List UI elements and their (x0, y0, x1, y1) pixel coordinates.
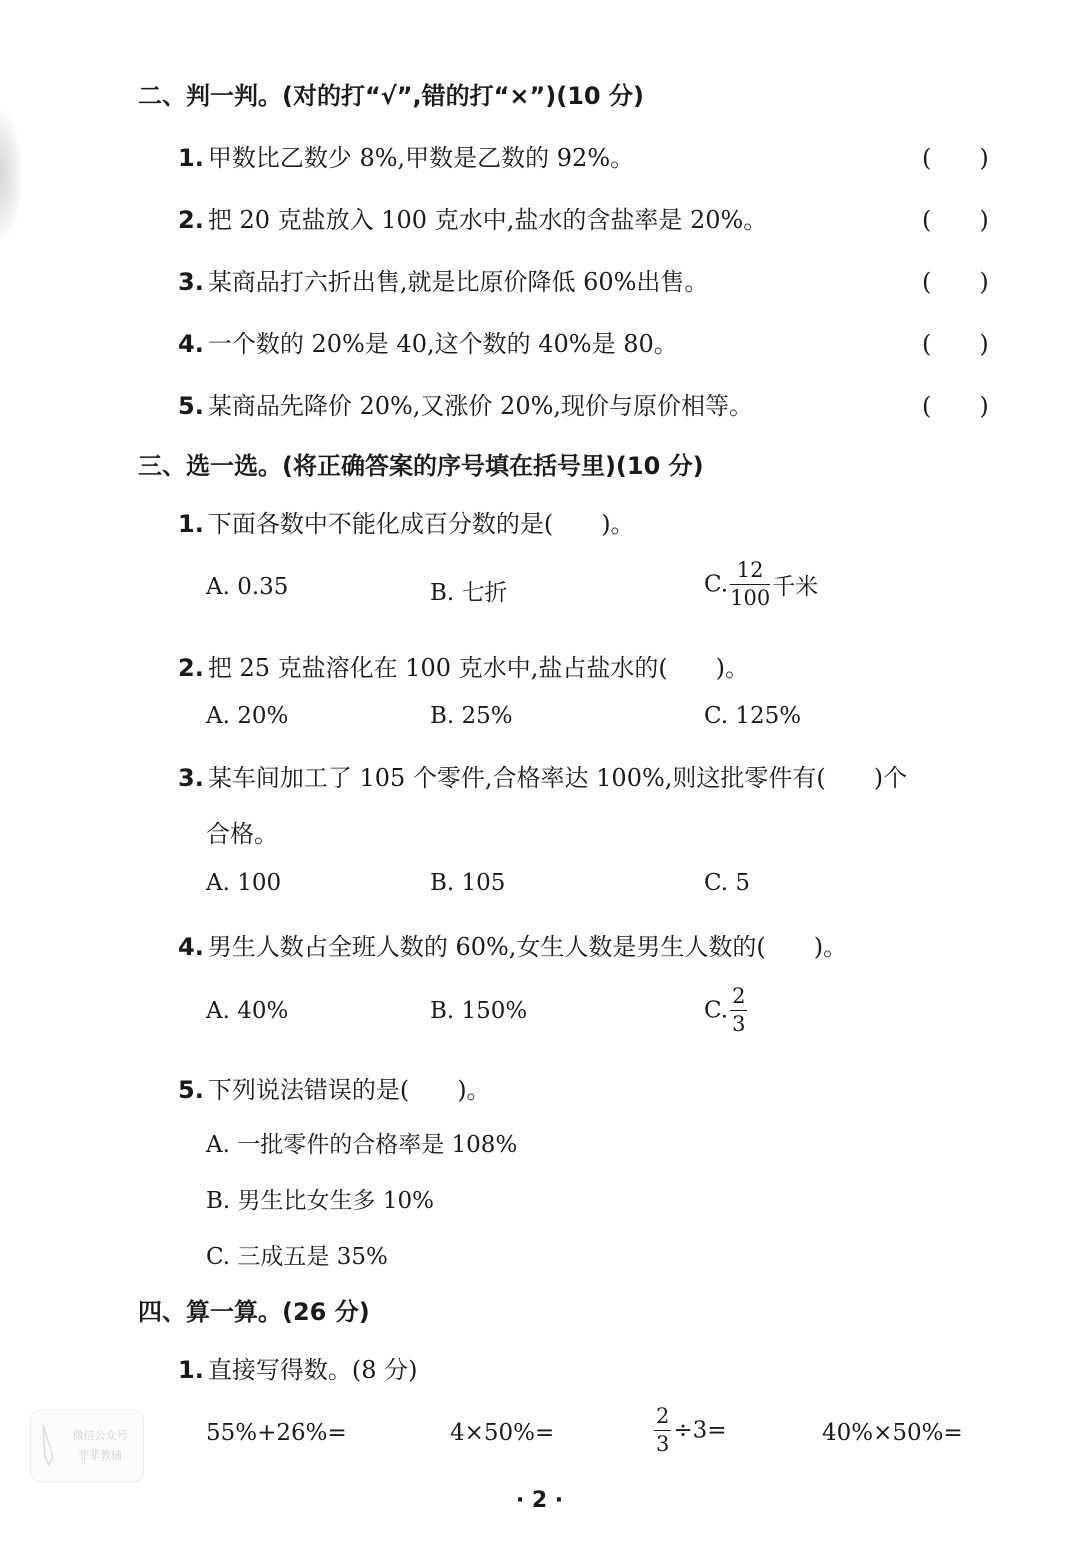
answer-parentheses[interactable]: ( ) (922, 206, 989, 234)
option-c[interactable] (704, 560, 818, 609)
fraction-numerator: 12 (730, 560, 770, 585)
option-b[interactable]: B. 105 (430, 870, 506, 896)
question-text: 把 25 克盐溶化在 100 克水中,盐占盐水的( )。 (207, 654, 750, 682)
question-text: 某车间加工了 105 个零件,合格率达 100%,则这批零件有( )个 (207, 764, 908, 792)
scan-edge-shadow (0, 110, 22, 240)
question-text: 某商品打六折出售,就是比原价降低 60%出售。 (207, 268, 709, 296)
page-number: · 2 · (515, 1488, 564, 1513)
judge-question-5 (178, 386, 753, 421)
option-letter: C. (704, 997, 729, 1024)
choice-question-2 (178, 648, 749, 683)
section-title-choose: 三、选一选。(将正确答案的序号填在括号里)(10 分) (138, 452, 704, 480)
watermark-line-1: 微信公众号 (72, 1429, 128, 1442)
fraction (730, 986, 747, 1035)
option-b[interactable]: B. 男生比女生多 10% (206, 1188, 434, 1214)
option-letter: C. (704, 571, 729, 598)
question-text: 男生人数占全班人数的 60%,女生人数是男生人数的( )。 (207, 933, 848, 961)
question-number: 1. (178, 510, 204, 538)
question-number: 2. (178, 206, 204, 234)
question-number: 1. (178, 1356, 204, 1384)
question-number: 5. (178, 1076, 204, 1104)
choice-question-4 (178, 927, 847, 962)
judge-question-3 (178, 262, 708, 297)
calc-expression-4: 40%×50%= (822, 1420, 963, 1446)
watermark-line-2: 菲菲教辅 (78, 1449, 122, 1462)
answer-parentheses[interactable]: ( ) (922, 330, 989, 358)
choice-question-1 (178, 504, 635, 539)
question-number: 4. (178, 330, 204, 358)
answer-parentheses[interactable]: ( ) (922, 392, 989, 420)
judge-question-2 (178, 200, 767, 235)
option-b[interactable]: B. 七折 (430, 580, 508, 606)
calc-expression-1: 55%+26%= (206, 1420, 347, 1446)
option-a[interactable]: A. 一批零件的合格率是 108% (206, 1132, 518, 1158)
fraction-denominator: 3 (656, 1432, 670, 1456)
fraction (730, 560, 770, 609)
option-unit: 千米 (772, 574, 819, 600)
expression-rest: ÷3= (673, 1417, 727, 1444)
watermark-stamp (30, 1410, 144, 1482)
option-b[interactable]: B. 25% (430, 703, 513, 729)
section-title-judge: 二、判一判。(对的打“√”,错的打“×”)(10 分) (138, 82, 644, 110)
option-a[interactable]: A. 100 (206, 870, 282, 896)
fraction (654, 1406, 671, 1455)
question-text: 下列说法错误的是( )。 (207, 1076, 491, 1104)
choice-question-5 (178, 1070, 491, 1105)
fraction-denominator: 3 (732, 1012, 746, 1036)
option-a[interactable]: A. 40% (206, 998, 289, 1024)
question-text: 一个数的 20%是 40,这个数的 40%是 80。 (207, 330, 678, 358)
answer-parentheses[interactable]: ( ) (922, 268, 989, 296)
calc-question-1 (178, 1350, 417, 1385)
option-a[interactable]: A. 20% (206, 703, 289, 729)
choice-question-3 (178, 758, 907, 793)
judge-question-4 (178, 324, 678, 359)
question-text: 直接写得数。(8 分) (207, 1356, 418, 1384)
calc-expression-2: 4×50%= (450, 1420, 555, 1446)
option-c[interactable] (704, 986, 749, 1035)
question-number: 3. (178, 764, 204, 792)
answer-parentheses[interactable]: ( ) (922, 144, 989, 172)
question-text: 某商品先降价 20%,又涨价 20%,现价与原价相等。 (207, 392, 754, 420)
option-a[interactable]: A. 0.35 (206, 574, 289, 600)
question-text-continued: 合格。 (206, 820, 278, 848)
option-c[interactable]: C. 5 (704, 870, 751, 896)
section-title-calculate: 四、算一算。(26 分) (138, 1298, 370, 1326)
judge-question-1 (178, 138, 634, 173)
question-number: 3. (178, 268, 204, 296)
question-text: 把 20 克盐放入 100 克水中,盐水的含盐率是 20%。 (207, 206, 768, 234)
fraction-numerator: 2 (654, 1406, 671, 1431)
calc-expression-3 (652, 1406, 727, 1455)
question-number: 1. (178, 144, 204, 172)
fraction-numerator: 2 (730, 986, 747, 1011)
option-c[interactable]: C. 125% (704, 703, 802, 729)
option-c[interactable]: C. 三成五是 35% (206, 1244, 388, 1270)
question-text: 下面各数中不能化成百分数的是( )。 (207, 510, 635, 538)
option-b[interactable]: B. 150% (430, 998, 528, 1024)
question-number: 5. (178, 392, 204, 420)
question-number: 4. (178, 933, 204, 961)
fraction-denominator: 100 (730, 586, 771, 610)
question-text: 甲数比乙数少 8%,甲数是乙数的 92%。 (207, 144, 635, 172)
question-number: 2. (178, 654, 204, 682)
